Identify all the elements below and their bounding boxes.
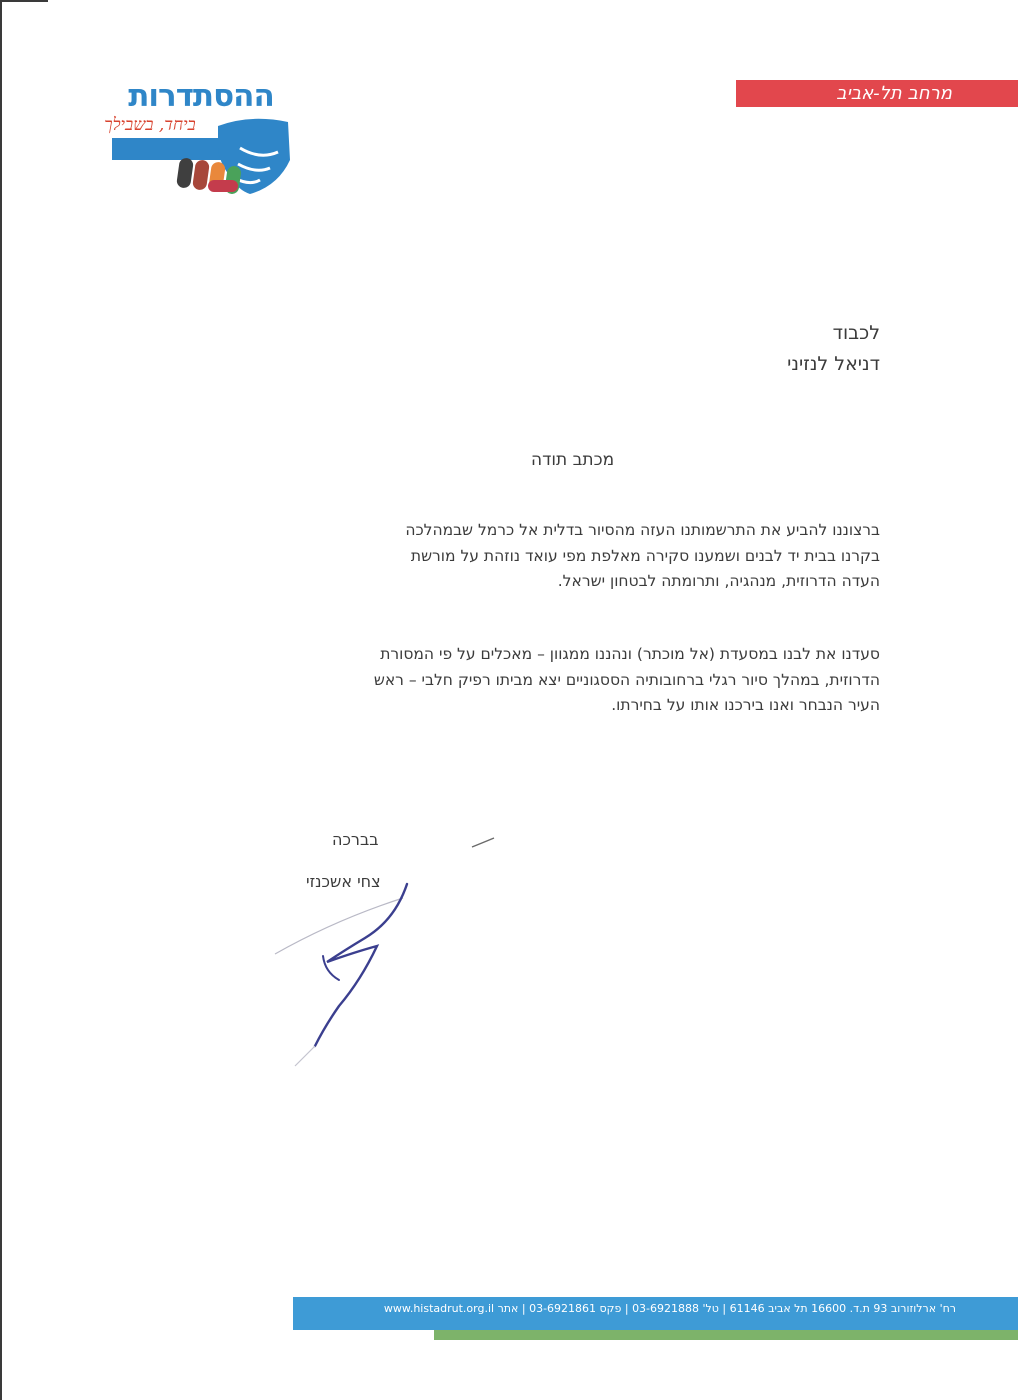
logo-slogan: ביחד, בשבילך: [104, 115, 196, 135]
scan-edge-top: [0, 0, 48, 2]
letter-subject: מכתב תודה: [531, 450, 615, 470]
body-paragraph-1: [405, 518, 880, 595]
paragraph-line: סעדנו את לבנו במסעדת (אל מוכתר) ונהננו ממגוון – מאכלים על פי המסורת: [380, 645, 880, 663]
recipient-block: [787, 318, 880, 380]
handwritten-signature: [265, 880, 435, 1070]
paragraph-line: הדרוזית, במהלך סיור רגלי ברחובותיה הססגוניים יצא מביתו רפיק חלבי – ראש: [373, 670, 880, 689]
scan-edge-left: [0, 0, 2, 1400]
recipient-salutation: לכבוד: [832, 322, 880, 344]
stray-pen-mark: [470, 834, 496, 850]
signer-name: צחי אשכנזי: [306, 872, 381, 891]
footer-contact-details: רח' ארלוזורוב 93 ת.ד. 16600 תל אביב 61146 | טל' 03-6921888 | פקס 03-6921861 | אתר www.histadrut.org.il: [383, 1302, 956, 1315]
region-header-band: [736, 80, 1018, 107]
recipient-name: דניאל לנזיני: [787, 353, 880, 375]
body-paragraph-2: [374, 642, 880, 719]
paragraph-line: בקרנו בבית יד לבנים ושמענו סקירה מאלפת מפי עואד נוזהת על מורשת: [410, 546, 880, 565]
paragraph-line: ברצוננו להביע את התרשמותנו העזה מהסיור בדלית אל כרמל שבמהלכה: [405, 521, 880, 539]
region-label: מרחב תל-אביב: [836, 83, 952, 104]
paragraph-line: העיר הנבחר ואנו בירכנו אותו על בחירתו.: [611, 696, 880, 714]
histadrut-logo: [100, 78, 300, 200]
paragraph-line: העדה הדרוזית, מנהגיה, ותרומתה לבטחון ישראל.: [557, 572, 880, 590]
closing-greeting: בברכה: [332, 830, 379, 849]
logo-title: ההסתדרות: [128, 78, 274, 114]
